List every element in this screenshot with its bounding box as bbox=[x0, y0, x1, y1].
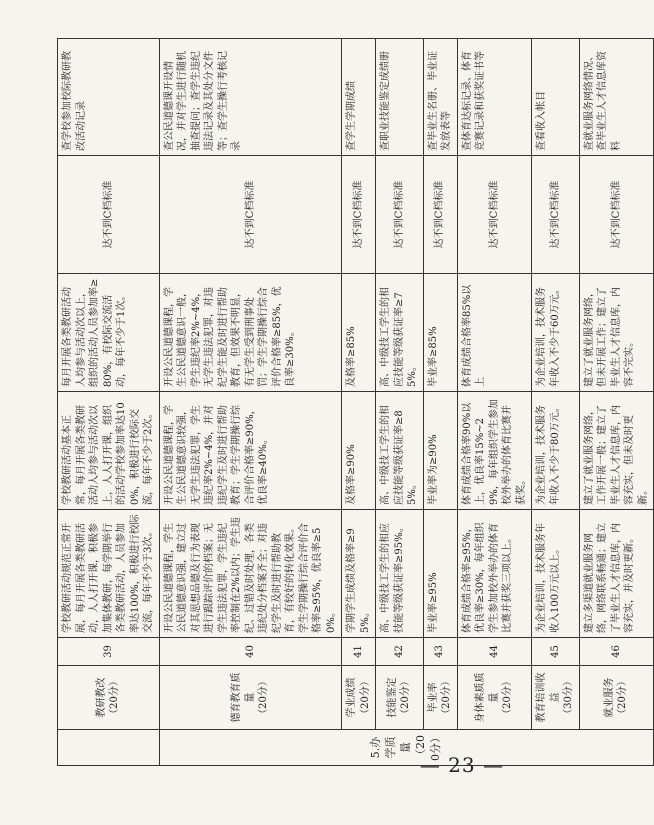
section-cell: 5.办学质量 （200分） bbox=[159, 730, 654, 766]
page-number: — 23 — bbox=[419, 753, 504, 777]
method-cell: 查体育达标记录、体育竞赛记录和获奖证书等 bbox=[457, 39, 532, 156]
grade-c-cell: 每月开展各类教研活动人均参与活动次以上，组织的活动人员参加率≥80%，有校际交流活动，每年不少于1次。 bbox=[58, 274, 160, 392]
grade-c-cell: 开设公民道德课程，学生公民道德意识一般，学生违纪率2%~4%，无学生违法犯罪，对违纪学生能及时进行帮助教育，但效果不明显，有无学生受到刑事处罚；学生学期操行综合评价合格率≥85%，优良率≥30%。 bbox=[159, 274, 342, 392]
method-cell: 查公民道德课开设情况，并对学生进行随机抽查提问；查学生违纪违法记录及其处分文件等；查学生操行考核记录 bbox=[159, 39, 342, 156]
grade-a-cell: 毕业率≥95% bbox=[423, 510, 457, 638]
grade-d-cell: 达不到C档标准 bbox=[58, 156, 160, 274]
row-number: 46 bbox=[579, 638, 654, 666]
row-number: 43 bbox=[423, 638, 457, 666]
row-number: 42 bbox=[376, 638, 424, 666]
evaluation-table bbox=[57, 38, 654, 766]
method-cell: 查学生学期成绩 bbox=[342, 39, 376, 156]
table-row bbox=[457, 39, 532, 766]
grade-a-cell: 为企业培训，技术服务年收入100万元以上。 bbox=[532, 510, 580, 638]
indicator-cell: 身体素质质量 （20分） bbox=[457, 666, 532, 730]
table-row bbox=[532, 39, 580, 766]
table-row bbox=[58, 39, 160, 766]
grade-a-cell: 学校教研活动规范正常开展，每月开展各类教研活动，人人打开课，积极参加集体教研，每学期举行各类教研活动，人员参加率达100%，积极进行校际交流，每年不少于3次。 bbox=[58, 510, 160, 638]
row-number: 40 bbox=[159, 638, 342, 666]
rotated-table-container bbox=[57, 39, 649, 766]
indicator-cell: 就业服务 （20分） bbox=[579, 666, 654, 730]
table-row bbox=[423, 39, 457, 766]
grade-b-cell: 毕业率为≥90% bbox=[423, 392, 457, 510]
grade-d-cell: 达不到C档标准 bbox=[579, 156, 654, 274]
grade-c-cell: 建立了就业服务网络，但未开展工作；建立了毕业生人才信息库，内容不完实。 bbox=[579, 274, 654, 392]
grade-d-cell: 达不到C档标准 bbox=[457, 156, 532, 274]
row-number: 44 bbox=[457, 638, 532, 666]
row-number: 39 bbox=[58, 638, 160, 666]
indicator-cell: 技能鉴定 （20分） bbox=[376, 666, 424, 730]
grade-d-cell: 达不到C档标准 bbox=[376, 156, 424, 274]
table-row bbox=[579, 39, 654, 766]
method-cell: 查学校参加校际教研教改活动记录 bbox=[58, 39, 160, 156]
grade-a-cell: 建立多渠道就业服务网络，网络联系畅通；建立了毕业生人才信息库，内容充实，并及时更新。 bbox=[579, 510, 654, 638]
indicator-cell: 教研教改 （20分） bbox=[58, 666, 160, 730]
grade-d-cell: 达不到C档标准 bbox=[159, 156, 342, 274]
table-row bbox=[159, 39, 342, 766]
row-number: 41 bbox=[342, 638, 376, 666]
method-cell: 查看收入帐目 bbox=[532, 39, 580, 156]
grade-a-cell: 体育成绩合格率≥95%，优良率≥30%，每年组织学生参加校外举办的体育比赛并获奖三项以上。 bbox=[457, 510, 532, 638]
empty-section-cell bbox=[58, 730, 160, 766]
method-cell: 查职业技能鉴定成绩册 bbox=[376, 39, 424, 156]
indicator-cell: 德育教育质量 （20分） bbox=[159, 666, 342, 730]
grade-c-cell: 为企业培训，技术服务年收入不少于60万元。 bbox=[532, 274, 580, 392]
grade-b-cell: 建立了就业服务网络，工作开展一般；建立了毕业生人才信息库，内容充实，但未及时更新。 bbox=[579, 392, 654, 510]
grade-b-cell: 体育成绩合格率90%以上，优良率15%~29%，每年组织学生参加校外举办的体育比赛并获奖。 bbox=[457, 392, 532, 510]
indicator-cell: 学业成绩 （20分） bbox=[342, 666, 376, 730]
grade-a-cell: 开设公民道德课程，学生公民道德意识强，建立过对其思想品德及行为表现进行跟踪评价的档案；无学生违法犯罪，学生违纪率控制在2%以内；学生违纪、过错及时处理，各类违纪处分档案齐全；对违纪学生及时进行帮助教育，有较好的转化效果。学生学期操行综合评价合格率≥95%，优良率≥50%。 bbox=[159, 510, 342, 638]
table-row bbox=[376, 39, 424, 766]
grade-b-cell: 及格率≥90% bbox=[342, 392, 376, 510]
grade-c-cell: 高、中级技工学生的相应技能等级获证率≥75%。 bbox=[376, 274, 424, 392]
grade-c-cell: 体育成绩合格率85%以上 bbox=[457, 274, 532, 392]
grade-d-cell: 达不到C档标准 bbox=[532, 156, 580, 274]
method-cell: 查就业服务网络情况、查毕业生人才信息库资料 bbox=[579, 39, 654, 156]
grade-a-cell: 高、中级技工学生的相应技能等级获证率≥95%。 bbox=[376, 510, 424, 638]
indicator-cell: 教育培训收益 （30分） bbox=[532, 666, 580, 730]
grade-a-cell: 学期学生成绩及格率≥95%。 bbox=[342, 510, 376, 638]
grade-b-cell: 为企业培训，技术服务年收入不少于80万元。 bbox=[532, 392, 580, 510]
grade-d-cell: 达不到C档标准 bbox=[342, 156, 376, 274]
grade-b-cell: 高、中级技工学生的相应技能等级获证率≥85%。 bbox=[376, 392, 424, 510]
grade-c-cell: 毕业率≥85% bbox=[423, 274, 457, 392]
method-cell: 查毕业生名册、毕业证发放表等 bbox=[423, 39, 457, 156]
row-number: 45 bbox=[532, 638, 580, 666]
indicator-cell: 毕业率 （20分） bbox=[423, 666, 457, 730]
grade-b-cell: 开设公民道德课程，学生公民道德意识较强，无学生违法犯罪，学生违纪率2%~4%，并对违纪学生及时进行帮助教育；学生学期操行综合评价合格率≥90%，优良率≥40%。 bbox=[159, 392, 342, 510]
table-row bbox=[342, 39, 376, 766]
grade-d-cell: 达不到C档标准 bbox=[423, 156, 457, 274]
grade-b-cell: 学校教研活动基本正常，每月开展各类教研活动人均参与活动次以上，人人打开课，组织的活动学校参加率达100%，积极进行校际交流，每年不少于2次。 bbox=[58, 392, 160, 510]
grade-c-cell: 及格率≥85% bbox=[342, 274, 376, 392]
